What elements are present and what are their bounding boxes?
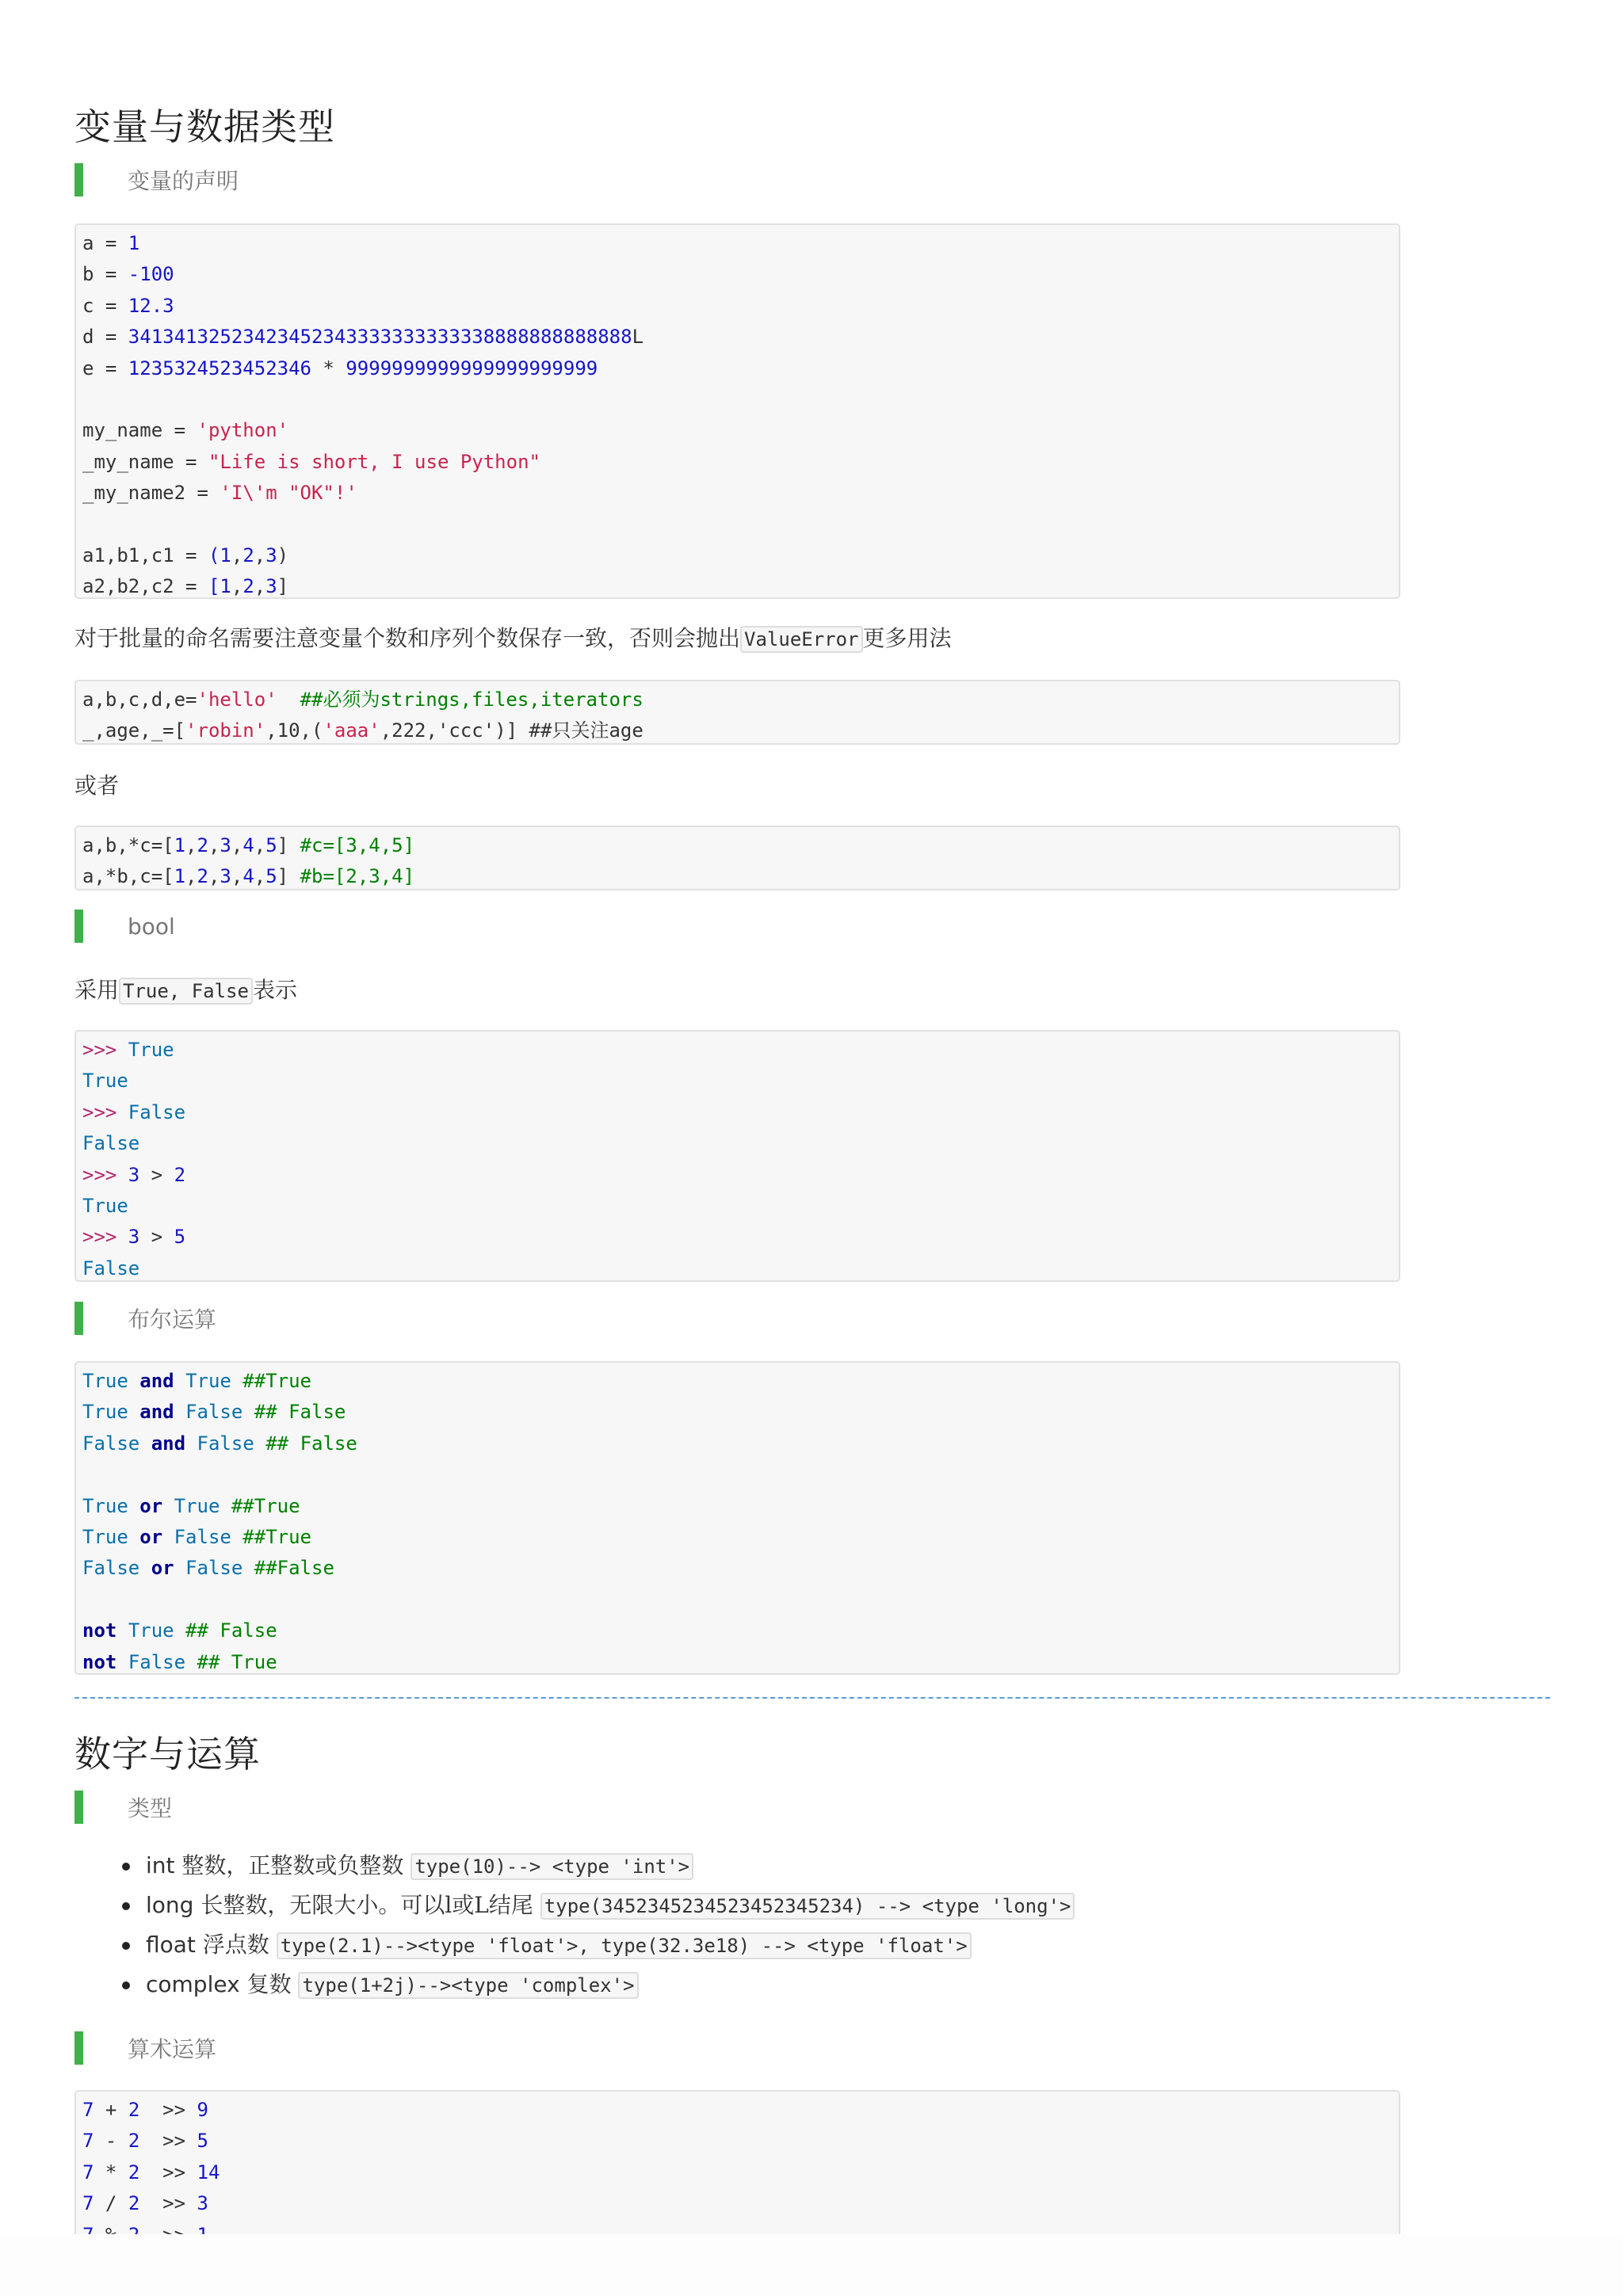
code-token: , [185, 834, 197, 856]
code-token: _,age,_=[ [82, 719, 186, 742]
code-token: ##True [231, 1525, 312, 1548]
section-title-variables: 变量与数据类型 [74, 105, 335, 148]
code-token: ] [277, 865, 300, 888]
code-block-bool-repl [74, 1030, 1400, 1282]
code-line [82, 415, 1392, 446]
code-token: _my_name2 = [82, 482, 220, 505]
code-token: 'hello' [197, 688, 277, 711]
code-token: >> [139, 2130, 197, 2153]
blockquote-text: bool [128, 913, 175, 940]
code-token [139, 1557, 151, 1579]
code-token: > [139, 1163, 174, 1186]
code-block-star-assign [74, 826, 1400, 891]
code-token: or [139, 1494, 163, 1517]
type-desc: 长整数，无限大小。可以l或L结尾 [193, 1892, 540, 1918]
code-line [82, 1222, 1392, 1253]
code-line [82, 1647, 1392, 1678]
code-token: 5 [265, 834, 277, 856]
code-token: d = [82, 326, 128, 349]
code-token: 3 [265, 543, 277, 566]
quote-bar [74, 2031, 83, 2065]
code-token: 1 [220, 575, 231, 598]
code-token: a,b,*c=[ [82, 834, 174, 856]
code-line [82, 1253, 1392, 1284]
code-line [82, 1397, 1392, 1428]
code-token: my_name = [82, 419, 197, 442]
code-token: , [208, 865, 220, 888]
code-line [82, 1491, 1392, 1522]
code-token: "Life is short, I use Python" [208, 450, 540, 473]
code-token: a,b,c,d,e= [82, 688, 197, 711]
code-block-batch-assign [74, 680, 1400, 745]
quote-bar [74, 910, 83, 943]
code-token: a1,b1,c1 = [82, 543, 208, 566]
blockquote-variable-declaration [74, 163, 239, 196]
code-token: > [139, 1226, 174, 1249]
code-token [116, 1651, 128, 1673]
code-token: 3 [197, 2192, 208, 2215]
code-token [116, 1619, 128, 1642]
code-token: ##必须为strings,files,iterators [300, 688, 643, 711]
code-line [82, 291, 1392, 322]
code-token: or [139, 1525, 163, 1548]
code-token: 3 [265, 575, 277, 598]
code-line [82, 715, 1392, 746]
code-token: a2,b2,c2 = [82, 575, 208, 598]
code-token: True [82, 1194, 128, 1217]
type-name: float [146, 1932, 196, 1958]
code-token [128, 1495, 139, 1517]
code-token: and [139, 1370, 174, 1392]
code-token: True [185, 1370, 231, 1392]
code-token: 1 [174, 865, 186, 888]
code-token: 5 [174, 1226, 186, 1249]
code-token: + [94, 2099, 128, 2121]
paragraph-text: 采用 [74, 977, 120, 1003]
code-block-bool-ops [74, 1361, 1400, 1675]
code-line [82, 1097, 1392, 1128]
list-item-float [74, 1925, 1075, 1965]
code-token: and [151, 1432, 186, 1455]
code-token: 7 [82, 2099, 94, 2121]
paragraph-text-after: 表示 [252, 977, 297, 1003]
code-token: 'robin' [185, 719, 266, 742]
code-token: c = [82, 294, 128, 317]
code-token: >>> [82, 1039, 128, 1061]
code-token: ( [208, 543, 220, 566]
blockquote-bool [74, 910, 175, 943]
code-token: False [174, 1525, 231, 1548]
paragraph-bool-usage [74, 973, 297, 1005]
code-token: False [82, 1432, 140, 1455]
code-line [82, 259, 1392, 290]
paragraph-batch-naming [74, 621, 952, 653]
code-line [82, 2126, 1392, 2157]
code-token: 34134132523423452343333333333338888888888888 [128, 326, 632, 349]
code-line [82, 685, 1392, 715]
code-token: >>> [82, 1226, 128, 1249]
code-token: 2 [242, 543, 254, 566]
code-line [82, 1160, 1392, 1191]
inline-code: type(2.1)--><type 'float'>, type(32.3e18) --> <type 'float'> [277, 1932, 972, 1959]
code-line [82, 1191, 1392, 1222]
code-token [139, 1432, 151, 1455]
code-token: , [208, 834, 220, 856]
code-token: #c=[3,4,5] [300, 834, 415, 856]
code-token: 2 [242, 575, 254, 598]
code-token: 2 [128, 2130, 140, 2153]
type-desc: 整数，正整数或负整数 [174, 1852, 411, 1878]
code-token: >> [139, 2099, 197, 2121]
page-bottom-margin [0, 2234, 1623, 2296]
code-token: 2 [128, 2099, 140, 2121]
code-token: ##False [242, 1557, 334, 1580]
code-token: 2 [174, 1163, 186, 1186]
code-token: True [82, 1370, 128, 1392]
code-token: True [128, 1039, 174, 1061]
code-token: , [254, 575, 266, 598]
code-token: and [139, 1401, 174, 1424]
code-token: True [82, 1070, 128, 1093]
code-token: 3 [220, 834, 231, 856]
code-token [185, 1432, 197, 1455]
code-token: 2 [128, 2192, 140, 2215]
code-line [82, 447, 1392, 478]
inline-code: type(3452345234523452345234) --> <type 'long'> [540, 1893, 1075, 1920]
code-token: , [254, 543, 266, 566]
code-token: 2 [128, 2161, 140, 2183]
code-token: , [231, 543, 243, 566]
blockquote-text: 布尔运算 [128, 1306, 217, 1333]
code-token: 1 [220, 543, 231, 566]
code-token: True [82, 1401, 128, 1424]
code-token: ) [277, 543, 289, 566]
blockquote-arithmetic [74, 2031, 216, 2065]
code-token: False [82, 1257, 140, 1280]
code-token: False [128, 1650, 186, 1673]
inline-code-valueerror: ValueError [740, 626, 863, 653]
code-token [128, 1370, 139, 1392]
blockquote-text: 算术运算 [128, 2036, 217, 2062]
section-title-numbers: 数字与运算 [74, 1733, 261, 1775]
quote-bar [74, 1302, 83, 1335]
bullet-icon [122, 1942, 130, 1950]
code-line [82, 861, 1392, 892]
code-token: -100 [128, 263, 174, 286]
code-line [82, 1428, 1392, 1459]
code-token: 3 [220, 865, 231, 888]
code-token: 7 [82, 2192, 94, 2215]
code-token: ## False [174, 1619, 277, 1642]
inline-code-true-false: True, False [119, 978, 253, 1005]
type-desc: 复数 [239, 1971, 299, 1997]
bullet-icon [122, 1902, 130, 1910]
code-token: 3 [128, 1226, 140, 1249]
code-token: False [82, 1557, 140, 1580]
code-token: b = [82, 263, 128, 286]
code-token: 4 [242, 865, 254, 888]
type-name: complex [146, 1971, 240, 1997]
code-token: or [151, 1557, 174, 1580]
code-token: ##True [220, 1494, 300, 1517]
code-line [82, 1459, 1392, 1490]
code-token: a,*b,c=[ [82, 865, 174, 888]
code-token: >>> [82, 1100, 128, 1123]
code-token: , [254, 834, 266, 856]
code-token: 3 [128, 1163, 140, 1186]
code-token: 2 [197, 834, 208, 856]
code-token: 5 [265, 865, 277, 888]
code-line [82, 1585, 1392, 1615]
code-token [128, 1526, 139, 1548]
code-token: , [231, 865, 243, 888]
code-line [82, 384, 1392, 415]
code-line [82, 571, 1392, 602]
code-block-variable-declaration [74, 223, 1400, 599]
code-token: 4 [242, 834, 254, 856]
code-token: 7 [82, 2161, 94, 2183]
code-token: ##True [231, 1370, 312, 1392]
code-token: 2 [197, 865, 208, 888]
code-token: ## False [254, 1432, 357, 1455]
code-token: * [94, 2161, 128, 2183]
code-token: L [632, 326, 644, 349]
code-token: 'I\'m "OK"!' [220, 482, 357, 505]
code-token: ,10,( [265, 719, 323, 742]
inline-code: type(1+2j)--><type 'complex'> [298, 1972, 638, 1999]
blockquote-text: 变量的声明 [128, 168, 239, 194]
list-item-int [74, 1846, 1075, 1886]
code-token: 14 [197, 2161, 220, 2183]
code-line [82, 322, 1392, 353]
code-token: 7 [82, 2130, 94, 2153]
code-token: ## True [185, 1650, 277, 1673]
type-desc: 浮点数 [195, 1932, 277, 1958]
code-token: True [174, 1494, 220, 1517]
code-token: 'python' [197, 419, 289, 442]
section-divider [74, 1697, 1550, 1699]
code-token [128, 1401, 139, 1423]
code-token: [ [208, 575, 220, 598]
code-line [82, 1066, 1392, 1097]
code-token: #b=[2,3,4] [300, 865, 415, 888]
code-token: , [185, 865, 197, 888]
code-line [82, 478, 1392, 509]
code-token [162, 1526, 174, 1548]
code-line [82, 1553, 1392, 1584]
code-token: 9999999999999999999999 [346, 357, 598, 379]
code-token: True [128, 1619, 174, 1642]
code-token: - [94, 2130, 128, 2153]
code-token: >>> [82, 1163, 128, 1186]
list-item-long [74, 1886, 1075, 1925]
code-token: ,222,'ccc')] ##只关注age [380, 719, 643, 742]
quote-bar [74, 163, 83, 196]
code-token: 'aaa' [323, 719, 380, 742]
code-line [82, 1522, 1392, 1553]
list-item-complex [74, 1965, 1075, 2004]
code-token: >> [139, 2192, 197, 2215]
code-line [82, 2157, 1392, 2188]
code-token: 9 [197, 2099, 208, 2121]
code-token: , [231, 834, 243, 856]
code-token: False [185, 1557, 243, 1580]
code-token: >> [139, 2161, 197, 2183]
code-token: ] [277, 834, 300, 856]
code-line [82, 1366, 1392, 1397]
code-token: , [254, 865, 266, 888]
code-line [82, 830, 1392, 861]
blockquote-text: 类型 [128, 1795, 173, 1821]
code-line [82, 509, 1392, 540]
code-token: / [94, 2192, 128, 2215]
code-token: False [82, 1132, 140, 1155]
code-token: True [82, 1494, 128, 1517]
bullet-icon [122, 1981, 130, 1989]
code-token: not [82, 1650, 117, 1673]
code-line [82, 1128, 1392, 1159]
code-token [174, 1401, 185, 1423]
code-token: _my_name = [82, 450, 208, 473]
code-token: False [185, 1401, 243, 1424]
blockquote-bool-ops [74, 1302, 216, 1335]
blockquote-types [74, 1791, 172, 1824]
code-token: 1235324523452346 [128, 357, 311, 379]
code-token: e = [82, 357, 128, 379]
paragraph-or: 或者 [74, 772, 120, 799]
number-type-list [74, 1846, 1075, 2004]
paragraph-text-more: 更多用法 [862, 625, 952, 651]
code-line [82, 1615, 1392, 1646]
code-token: False [197, 1432, 254, 1455]
code-line [82, 1035, 1392, 1066]
code-token: a = [82, 232, 128, 254]
code-token [277, 688, 300, 711]
code-token: ## False [242, 1401, 346, 1424]
code-token: 1 [128, 232, 140, 254]
code-line [82, 2188, 1392, 2219]
code-line [82, 2095, 1392, 2126]
code-line [82, 540, 1392, 571]
code-token: * [311, 357, 346, 379]
code-token: 12.3 [128, 294, 174, 317]
inline-code: type(10)--> <type 'int'> [411, 1853, 693, 1880]
bullet-icon [122, 1863, 130, 1871]
code-token [162, 1495, 174, 1517]
paragraph-text: 对于批量的命名需要注意变量个数和序列个数保存一致，否则会抛出 [74, 625, 741, 651]
code-token: 1 [174, 834, 186, 856]
code-token: not [82, 1619, 117, 1642]
code-token: False [128, 1100, 186, 1123]
code-line [82, 228, 1392, 259]
code-line [82, 353, 1392, 384]
quote-bar [74, 1791, 83, 1824]
code-token: ] [277, 575, 289, 598]
code-token: , [231, 575, 243, 598]
code-token: 5 [197, 2130, 208, 2153]
type-name: int [146, 1852, 175, 1878]
code-token [174, 1557, 185, 1579]
code-token [174, 1370, 185, 1392]
code-token: True [82, 1525, 128, 1548]
type-name: long [146, 1892, 194, 1918]
